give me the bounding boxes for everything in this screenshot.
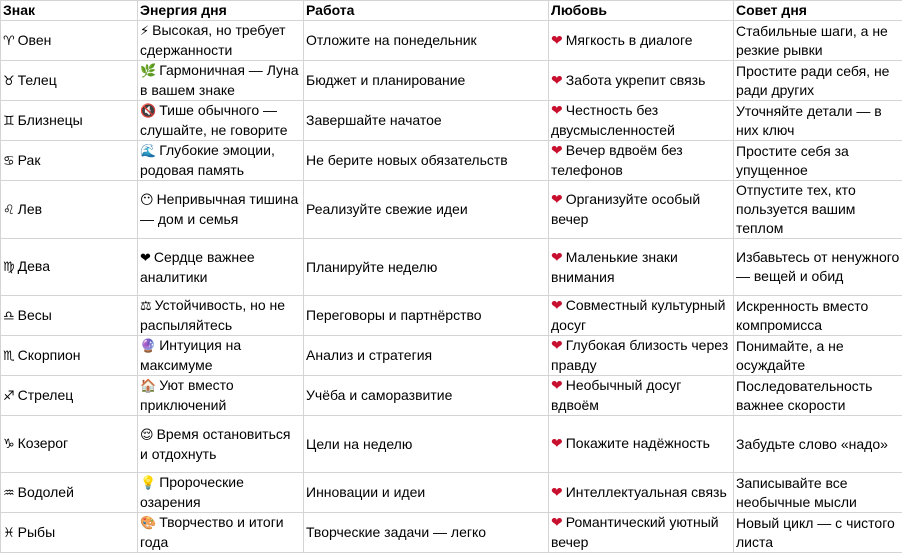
table-row [1, 336, 902, 376]
zodiac-icon: ♑ [3, 437, 15, 452]
advice-cell [734, 513, 902, 553]
work-cell [304, 181, 549, 239]
work-cell [304, 141, 549, 181]
energy-cell [138, 181, 304, 239]
work-cell [304, 513, 549, 553]
love-text: Интеллектуальная связь [566, 484, 727, 500]
love-cell [549, 296, 734, 336]
zodiac-icon: ♊ [3, 114, 15, 129]
energy-text: Непривычная тишина — дом и семья [140, 191, 298, 227]
work-cell [304, 21, 549, 61]
energy-text: Пророческие озарения [140, 474, 244, 510]
energy-text: Тише обычного — слушайте, не говорите [140, 102, 288, 138]
work-text: Бюджет и планирование [306, 72, 465, 88]
table-row [1, 141, 902, 181]
energy-cell [138, 473, 304, 513]
work-text: Завершайте начатое [306, 112, 442, 128]
love-cell [549, 376, 734, 416]
advice-cell [734, 141, 902, 181]
sign-name: Водолей [18, 484, 74, 500]
table-row [1, 61, 902, 101]
zodiac-icon: ♎ [3, 309, 15, 324]
heart-icon: ❤ [551, 485, 563, 501]
love-cell [549, 513, 734, 553]
sign-name: Весы [18, 307, 52, 323]
energy-icon: 💡 [140, 476, 156, 491]
energy-cell [138, 513, 304, 553]
advice-cell [734, 336, 902, 376]
advice-cell [734, 416, 902, 473]
energy-text: Уют вместо приключений [140, 377, 234, 413]
energy-cell [138, 61, 304, 101]
table-row [1, 513, 902, 553]
heart-icon: ❤ [551, 192, 563, 208]
sign-name: Рак [18, 152, 41, 168]
heart-icon: ❤ [551, 103, 563, 119]
advice-text: Простите ради себя, не ради других [736, 63, 889, 98]
energy-cell [138, 239, 304, 296]
sign-cell [1, 473, 138, 513]
advice-text: Избавьтесь от ненужного — вещей и обид [736, 249, 899, 284]
work-text: Цели на неделю [306, 436, 412, 452]
work-cell [304, 239, 549, 296]
work-text: Инновации и идеи [306, 484, 425, 500]
zodiac-icon: ♏ [3, 349, 15, 364]
love-cell [549, 141, 734, 181]
heart-icon: ❤ [551, 143, 563, 159]
energy-text: Гармоничная — Луна в вашем знаке [140, 62, 299, 98]
energy-icon: 🔇 [140, 104, 156, 119]
love-text: Вечер вдвоём без телефонов [551, 142, 683, 178]
love-text: Мягкость в диалоге [566, 32, 693, 48]
table-row [1, 101, 902, 141]
zodiac-icon: ♒ [3, 486, 15, 501]
heart-icon: ❤ [551, 515, 563, 531]
advice-text: Отпустите тех, кто пользуется вашим теплом [736, 182, 856, 236]
zodiac-icon: ♈ [3, 34, 15, 49]
work-text: Учёба и саморазвитие [306, 387, 452, 403]
sign-cell [1, 21, 138, 61]
energy-text: Сердце важнее аналитики [140, 249, 255, 285]
work-text: Анализ и стратегия [306, 347, 432, 363]
table-row [1, 239, 902, 296]
energy-icon: 🔮 [140, 339, 156, 354]
love-text: Забота укрепит связь [566, 72, 706, 88]
sign-cell [1, 376, 138, 416]
energy-cell [138, 101, 304, 141]
love-text: Организуйте особый вечер [551, 191, 700, 227]
energy-icon: 🎨 [140, 516, 156, 531]
advice-cell [734, 181, 902, 239]
work-cell [304, 336, 549, 376]
advice-cell [734, 473, 902, 513]
energy-text: Интуиция на максимуме [140, 337, 241, 373]
advice-text: Понимайте, а не осуждайте [736, 338, 844, 373]
heart-icon: ❤ [551, 33, 563, 49]
advice-cell [734, 21, 902, 61]
table-row [1, 21, 902, 61]
header-energy: Энергия дня [138, 1, 304, 21]
advice-cell [734, 296, 902, 336]
energy-cell [138, 416, 304, 473]
sign-name: Стрелец [18, 387, 74, 403]
sign-name: Рыбы [18, 524, 55, 540]
work-cell [304, 473, 549, 513]
work-text: Отложите на понедельник [306, 32, 477, 48]
header-advice: Совет дня [734, 1, 902, 21]
sign-cell [1, 296, 138, 336]
energy-text: Высокая, но требует сдержанности [140, 22, 286, 58]
advice-cell [734, 61, 902, 101]
love-text: Необычный досуг вдвоём [551, 377, 681, 413]
advice-cell [734, 239, 902, 296]
work-cell [304, 296, 549, 336]
sign-cell [1, 141, 138, 181]
work-cell [304, 416, 549, 473]
work-text: Переговоры и партнёрство [306, 307, 482, 323]
love-text: Покажите надёжность [566, 435, 710, 451]
sign-name: Скорпион [18, 347, 81, 363]
energy-icon: 😌 [140, 428, 154, 443]
heart-icon: ❤ [551, 338, 563, 354]
love-text: Совместный культурный досуг [551, 297, 725, 333]
love-text: Глубокая близость через правду [551, 337, 728, 373]
energy-text: Глубокие эмоции, родовая память [140, 142, 275, 178]
energy-cell [138, 376, 304, 416]
advice-text: Уточняйте детали — в них ключ [736, 103, 882, 138]
energy-text: Устойчивость, но не распыляйтесь [140, 297, 285, 333]
energy-icon: 🌊 [140, 144, 156, 159]
energy-cell [138, 21, 304, 61]
advice-text: Последовательность важнее скорости [736, 378, 872, 413]
work-text: Не берите новых обязательств [306, 152, 508, 168]
advice-cell [734, 101, 902, 141]
sign-cell [1, 239, 138, 296]
sign-name: Козерог [18, 435, 69, 451]
love-cell [549, 336, 734, 376]
energy-text: Творчество и итоги года [140, 514, 284, 550]
advice-text: Простите себя за упущенное [736, 143, 849, 178]
energy-cell [138, 296, 304, 336]
love-text: Маленькие знаки внимания [551, 249, 678, 285]
sign-cell [1, 181, 138, 239]
table-row [1, 376, 902, 416]
energy-icon: ⚖ [140, 299, 152, 314]
advice-text: Стабильные шаги, а не резкие рывки [736, 23, 888, 58]
zodiac-icon: ♍ [3, 260, 15, 275]
advice-text: Забудьте слово «надо» [736, 436, 888, 452]
heart-icon: ❤ [551, 436, 563, 452]
sign-cell [1, 336, 138, 376]
table-row [1, 473, 902, 513]
sign-name: Овен [18, 32, 52, 48]
energy-icon: 🌿 [140, 64, 156, 79]
work-text: Планируйте неделю [306, 259, 437, 275]
love-text: Честность без двусмысленностей [551, 102, 675, 138]
energy-icon: 😶 [140, 193, 154, 208]
work-text: Творческие задачи — легко [306, 524, 486, 540]
table-row [1, 181, 902, 239]
energy-icon: ⚡ [140, 24, 149, 39]
love-cell [549, 61, 734, 101]
energy-cell [138, 141, 304, 181]
sign-cell [1, 416, 138, 473]
sign-name: Дева [18, 258, 50, 274]
zodiac-icon: ♉ [3, 74, 15, 89]
sign-cell [1, 513, 138, 553]
zodiac-icon: ♓ [3, 526, 15, 541]
advice-text: Записывайте все необычные мысли [736, 475, 857, 510]
love-cell [549, 416, 734, 473]
sign-name: Близнецы [18, 112, 83, 128]
advice-text: Новый цикл — с чистого листа [736, 515, 895, 550]
header-row [1, 1, 902, 21]
table-row [1, 416, 902, 473]
sign-cell [1, 101, 138, 141]
work-text: Реализуйте свежие идеи [306, 201, 468, 217]
header-work: Работа [304, 1, 549, 21]
zodiac-icon: ♋ [3, 154, 15, 169]
header-sign: Знак [1, 1, 138, 21]
advice-text: Искренность вместо компромисса [736, 298, 868, 333]
sign-cell [1, 61, 138, 101]
heart-icon: ❤ [551, 250, 563, 266]
love-text: Романтический уютный вечер [551, 514, 719, 550]
zodiac-icon: ♐ [3, 389, 15, 404]
work-cell [304, 376, 549, 416]
energy-cell [138, 336, 304, 376]
work-cell [304, 101, 549, 141]
advice-cell [734, 376, 902, 416]
love-cell [549, 239, 734, 296]
sign-name: Лев [18, 201, 42, 217]
heart-icon: ❤ [551, 73, 563, 89]
love-cell [549, 21, 734, 61]
heart-icon: ❤ [551, 378, 563, 394]
energy-icon: ❤ [140, 251, 151, 266]
zodiac-icon: ♌ [3, 203, 15, 218]
table-row [1, 296, 902, 336]
love-cell [549, 473, 734, 513]
heart-icon: ❤ [551, 298, 563, 314]
love-cell [549, 181, 734, 239]
header-love: Любовь [549, 1, 734, 21]
love-cell [549, 101, 734, 141]
energy-icon: 🏠 [140, 379, 156, 394]
energy-text: Время остановиться и отдохнуть [140, 426, 290, 462]
sign-name: Телец [18, 72, 57, 88]
work-cell [304, 61, 549, 101]
